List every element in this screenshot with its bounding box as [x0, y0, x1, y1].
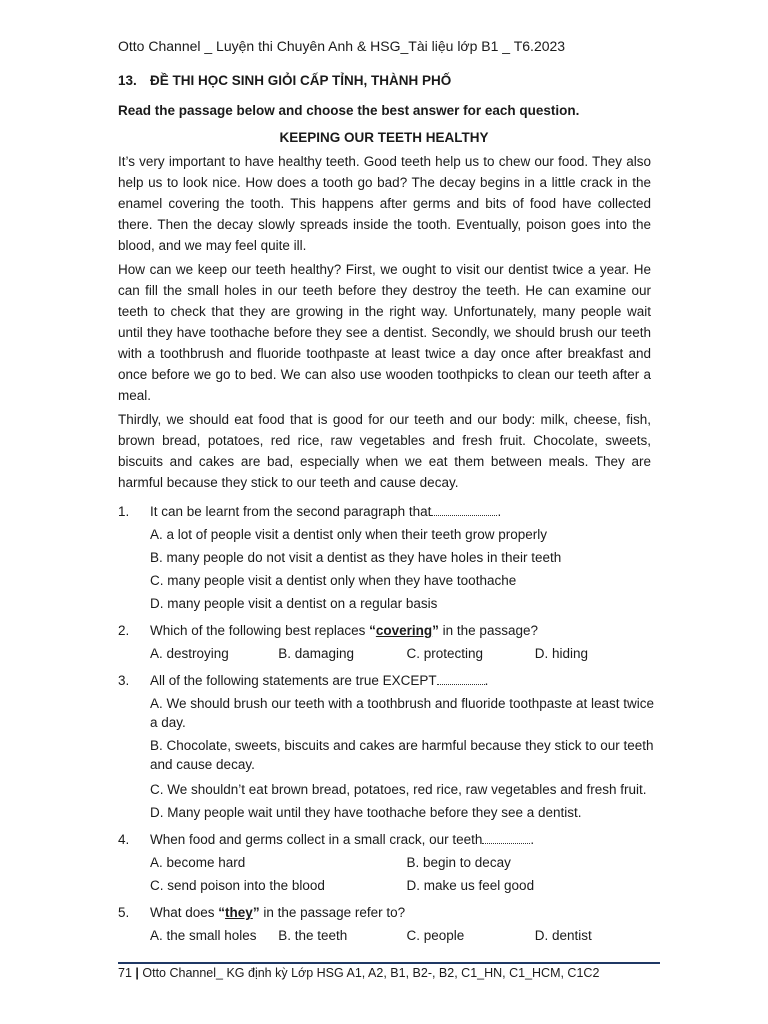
reading-passage — [118, 151, 651, 496]
question-list — [118, 501, 663, 952]
option-d: D. many people visit a dentist on a regular basis — [150, 596, 438, 611]
question-stem: Which of the following best replaces “covering” in the passage? — [150, 623, 538, 638]
question-number: 3. — [118, 673, 130, 688]
keyword: “covering” — [369, 623, 439, 638]
section-title: ĐỀ THI HỌC SINH GIỎI CẤP TỈNH, THÀNH PHỐ — [150, 73, 452, 88]
option-d: D. hiding — [534, 646, 589, 661]
answer-blank — [482, 831, 530, 844]
section-number: 13. — [118, 73, 137, 88]
passage-paragraph-3: Thirdly, we should eat food that is good for our teeth and our body: milk, cheese, fish, brown bread, potatoes, red rice, raw vegetables and fresh fruit. Chocolate, sweets, biscuits and cakes are bad, especially when we eat them between meals. They are harmful because they stick to our teeth and cause decay. — [118, 412, 651, 490]
keyword: “they” — [218, 905, 260, 920]
page-footer — [118, 966, 599, 980]
option-a: A. We should brush our teeth with a toothbrush and fluoride toothpaste at least twice a day. — [150, 696, 655, 730]
question-3 — [118, 670, 663, 824]
question-stem: It can be learnt from the second paragraph that . — [150, 504, 502, 519]
option-a: A. a lot of people visit a dentist only when their teeth grow properly — [150, 527, 547, 542]
answer-blank — [431, 503, 497, 516]
option-d: D. Many people wait until they have toothache before they see a dentist. — [150, 805, 582, 820]
question-stem: What does “they” in the passage refer to? — [150, 905, 406, 920]
option-b: B. Chocolate, sweets, biscuits and cakes are harmful because they stick to our teeth and cause decay. — [150, 738, 654, 772]
option-d: D. dentist — [534, 928, 592, 943]
option-b: B. begin to decay — [406, 855, 511, 870]
footer-divider — [118, 962, 660, 964]
option-b: B. many people do not visit a dentist as they have holes in their teeth — [150, 550, 562, 565]
option-a: A. destroying — [150, 646, 229, 661]
option-d: D. make us feel good — [406, 878, 535, 893]
option-c: C. We shouldn’t eat brown bread, potatoes, red rice, raw vegetables and fresh fruit. — [150, 782, 647, 797]
question-1 — [118, 501, 663, 615]
page-number: 71 — [118, 966, 132, 980]
passage-paragraph-2: How can we keep our teeth healthy? First, we ought to visit our dentist twice a year. He can fill the small holes in our teeth before they destroy the teeth. He can examine our teeth to check that they are growing in the right way. Unfortunately, many people wait until they have toothache before they see a dentist. Secondly, we should brush our teeth with a toothbrush and fluoride toothpaste at least twice a day once after breakfast and once before we go to bed. We can also use wooden toothpicks to clean our teeth after a meal. — [118, 262, 651, 403]
footer-text: Otto Channel_ KG định kỳ Lớp HSG A1, A2, B1, B2-, B2, C1_HN, C1_HCM, C1C2 — [142, 966, 600, 980]
option-b: B. the teeth — [278, 928, 348, 943]
question-number: 1. — [118, 504, 130, 519]
instruction-text: Read the passage below and choose the best answer for each question. — [118, 103, 580, 118]
option-c: C. many people visit a dentist only when they have toothache — [150, 573, 517, 588]
option-a: A. become hard — [150, 855, 246, 870]
question-number: 2. — [118, 623, 130, 638]
option-c: C. people — [406, 928, 465, 943]
question-5 — [118, 902, 663, 947]
question-number: 4. — [118, 832, 130, 847]
section-heading — [118, 73, 451, 88]
running-header: Otto Channel _ Luyện thi Chuyên Anh & HSG_Tài liệu lớp B1 _ T6.2023 — [118, 38, 566, 54]
option-c: C. protecting — [406, 646, 484, 661]
question-stem: When food and germs collect in a small crack, our teeth . — [150, 832, 535, 847]
question-number: 5. — [118, 905, 130, 920]
option-b: B. damaging — [278, 646, 355, 661]
question-stem: All of the following statements are true EXCEPT . — [150, 673, 489, 688]
option-c: C. send poison into the blood — [150, 878, 325, 893]
question-4 — [118, 829, 663, 897]
passage-paragraph-1: It’s very important to have healthy teeth. Good teeth help us to chew our food. They also help us to look nice. How does a tooth go bad? The decay begins in a little crack in the enamel covering the tooth. This happens after germs and bits of food have collected there. Then the decay slowly spreads inside the tooth. Eventually, poison goes into the blood, and we may feel quite ill. — [118, 154, 651, 253]
passage-title: KEEPING OUR TEETH HEALTHY — [279, 130, 489, 145]
answer-blank — [437, 672, 485, 685]
question-2 — [118, 620, 663, 665]
option-a: A. the small holes — [150, 928, 257, 943]
footer-separator: | — [135, 966, 139, 980]
